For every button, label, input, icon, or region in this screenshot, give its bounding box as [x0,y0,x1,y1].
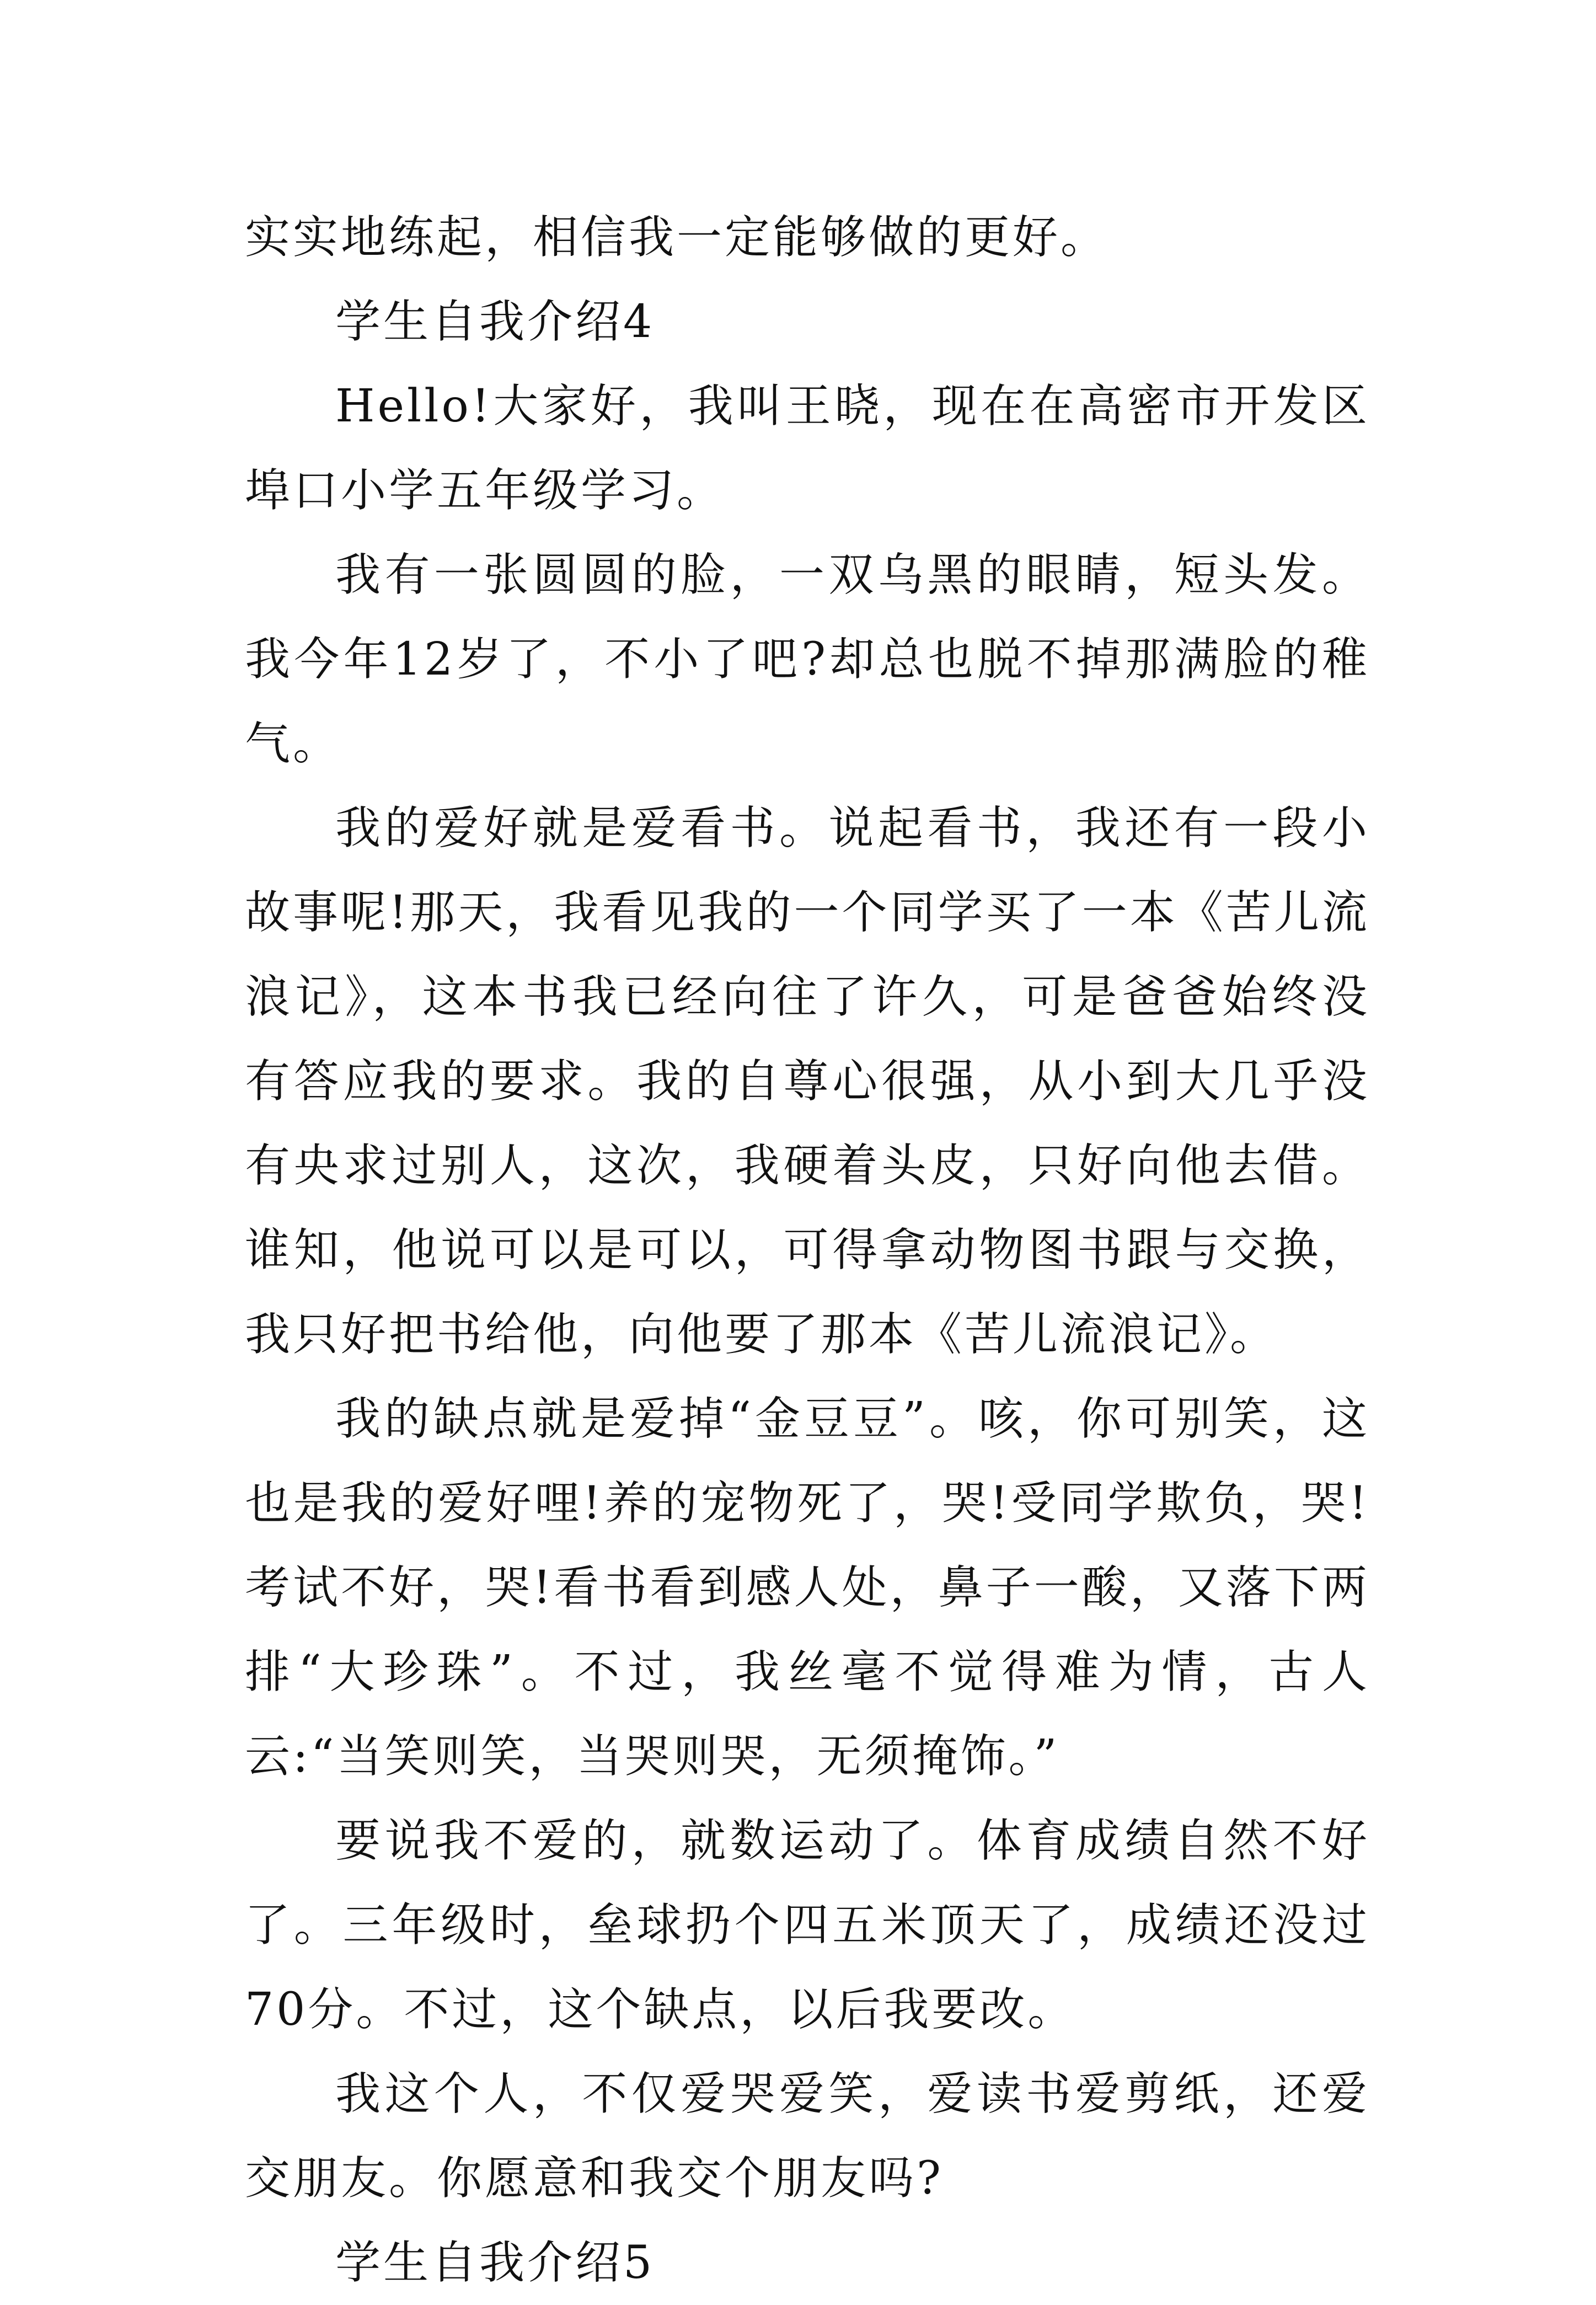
document-body [245,195,1370,2305]
paragraph-appearance: 我有一张圆圆的脸，一双乌黑的眼睛，短头发。我今年12岁了，不小了吧?却总也脱不掉那满脸的稚气。 [245,549,1370,770]
section-heading-4: 学生自我介绍4 [335,296,655,348]
paragraph-continuation: 实实地练起，相信我一定能够做的更好。 [245,211,1109,264]
paragraph-sports: 要说我不爱的，就数运动了。体育成绩自然不好了。三年级时，垒球扔个四五米顶天了，成绩还没过70分。不过，这个缺点，以后我要改。 [245,1815,1370,2036]
paragraph-friendship: 我这个人，不仅爱哭爱笑，爱读书爱剪纸，还爱交朋友。你愿意和我交个朋友吗? [245,2068,1370,2205]
paragraph-greeting: Hello!大家好，我叫王晓，现在在高密市开发区埠口小学五年级学习。 [245,380,1370,517]
paragraph-hobby-reading: 我的爱好就是爱看书。说起看书，我还有一段小故事呢!那天，我看见我的一个同学买了一本《苦儿流浪记》，这本书我已经向往了许久，可是爸爸始终没有答应我的要求。我的自尊心很强，从小到大几乎没有央求过别人，这次，我硬着头皮，只好向他去借。谁知，他说可以是可以，可得拿动物图书跟与交换，我只好把书给他，向他要了那本《苦儿流浪记》。 [245,802,1370,1361]
section-heading-5: 学生自我介绍5 [335,2237,655,2289]
paragraph-weakness-crying: 我的缺点就是爱掉“金豆豆”。咳，你可别笑，这也是我的爱好哩!养的宠物死了，哭!受同学欺负，哭!考试不好，哭!看书看到感人处，鼻子一酸，又落下两排“大珍珠”。不过，我丝毫不觉得难为情，古人云:“当笑则笑，当哭则哭，无须掩饰。” [245,1393,1370,1783]
